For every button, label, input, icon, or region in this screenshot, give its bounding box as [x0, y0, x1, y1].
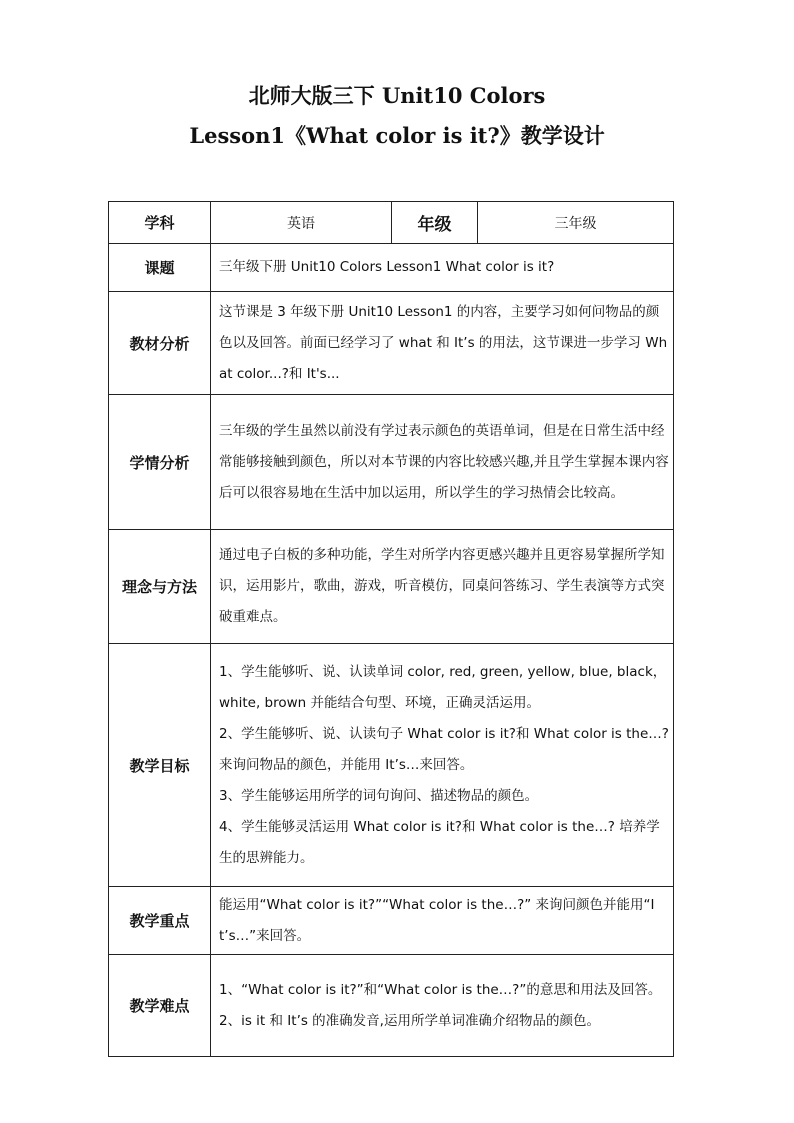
table-row-method [109, 530, 674, 644]
material-label: 教材分析 [109, 292, 211, 395]
table-row-difficulty [109, 955, 674, 1057]
table-row-learner [109, 395, 674, 530]
document-subtitle: Lesson1《What color is it?》教学设计 [189, 123, 605, 148]
grade-value: 三年级 [478, 202, 674, 244]
topic-label: 课题 [109, 244, 211, 292]
material-text: 这节课是 3 年级下册 Unit10 Lesson1 的内容，主要学习如何问物品的颜色以及回答。前面已经学习了 what 和 It’s 的用法，这节课进一步学习 What color...?和 It's... [211, 292, 674, 395]
goal-item: 1、学生能够听、说、认读单词 color, red, green, yellow, blue, black，white, brown 并能结合句型、环境，正确灵活运用。 [219, 663, 667, 711]
goals-label: 教学目标 [109, 644, 211, 887]
table-row-key [109, 887, 674, 955]
learner-label: 学情分析 [109, 395, 211, 530]
table-row-subject [109, 202, 674, 244]
table-row-goals [109, 644, 674, 887]
method-label: 理念与方法 [109, 530, 211, 644]
key-text: 能运用“What color is it?”“What color is the…?” 来询问颜色并能用“It’s…”来回答。 [211, 887, 674, 955]
difficulty-item: 1、“What color is it?”和“What color is the…?”的意思和用法及回答。 [219, 981, 662, 998]
learner-text: 三年级的学生虽然以前没有学过表示颜色的英语单词，但是在日常生活中经常能够接触到颜色，所以对本节课的内容比较感兴趣,并且学生掌握本课内容后可以很容易地在生活中加以运用，所以学生的学习热情会比较高。 [211, 395, 674, 530]
goal-item: 2、学生能够听、说、认读句子 What color is it?和 What color is the…?来询问物品的颜色，并能用 It’s…来回答。 [219, 725, 669, 773]
subject-value: 英语 [211, 202, 392, 244]
difficulty-label: 教学难点 [109, 955, 211, 1057]
lesson-plan-table [108, 201, 674, 1057]
method-text: 通过电子白板的多种功能，学生对所学内容更感兴趣并且更容易掌握所学知识，运用影片，歌曲，游戏，听音模仿，同桌问答练习、学生表演等方式突破重难点。 [211, 530, 674, 644]
goal-item: 3、学生能够运用所学的词句询问、描述物品的颜色。 [219, 787, 539, 804]
topic-value: 三年级下册 Unit10 Colors Lesson1 What color is it? [211, 244, 674, 292]
grade-label: 年级 [392, 202, 478, 244]
table-row-material [109, 292, 674, 395]
document-title: 北师大版三下 Unit10 Colors [248, 83, 546, 108]
difficulty-item: 2、is it 和 It’s 的准确发音,运用所学单词准确介绍物品的颜色。 [219, 1012, 600, 1029]
goal-item: 4、学生能够灵活运用 What color is it?和 What color is the…? 培养学生的思辨能力。 [219, 818, 660, 866]
subject-label: 学科 [109, 202, 211, 244]
goals-list [211, 644, 674, 887]
key-label: 教学重点 [109, 887, 211, 955]
table-row-topic [109, 244, 674, 292]
difficulty-list [211, 955, 674, 1057]
